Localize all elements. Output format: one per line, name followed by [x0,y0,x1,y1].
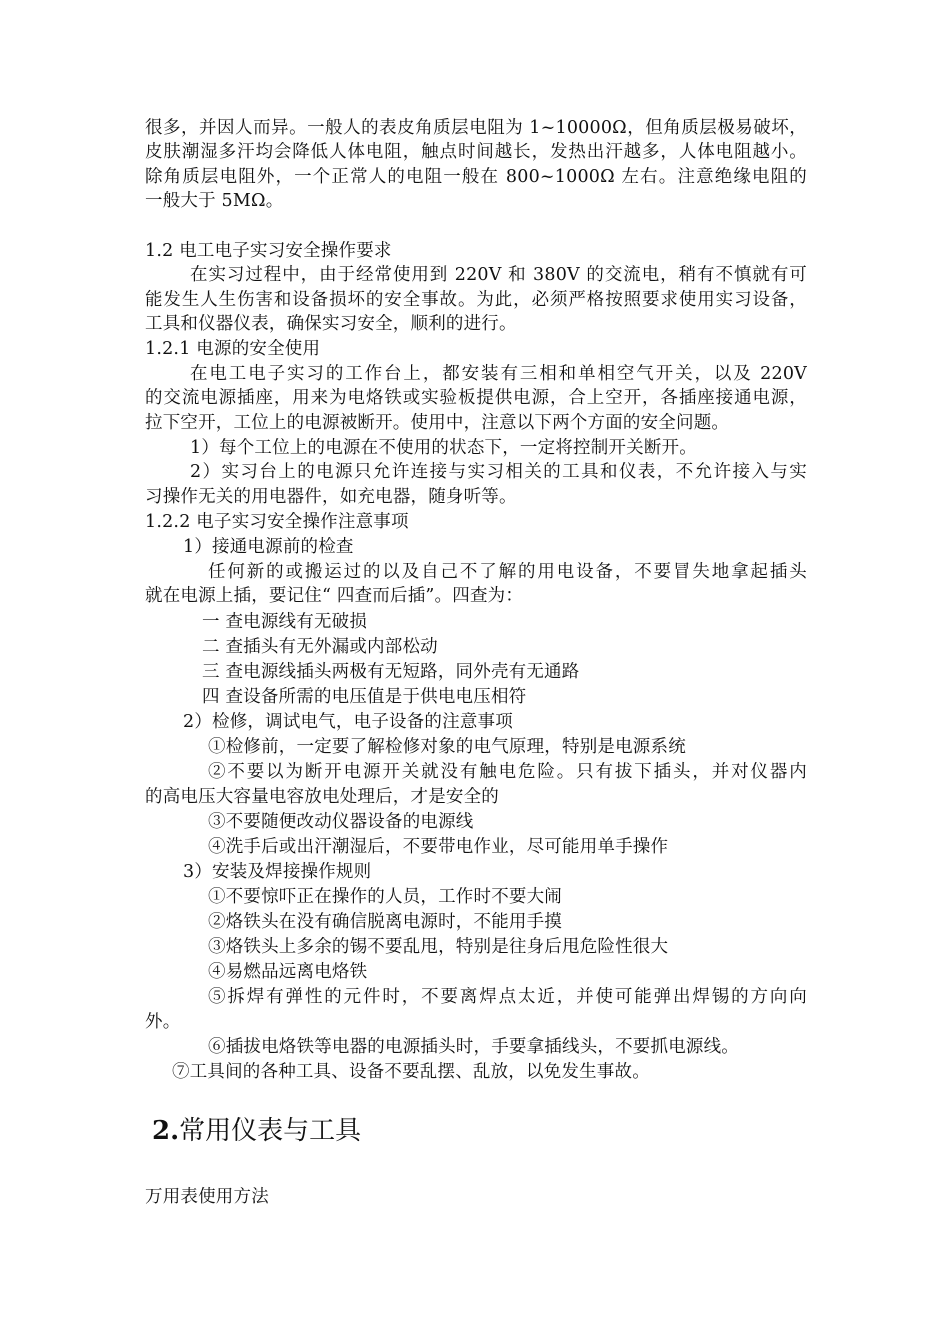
section-2-number: 2. [152,1116,180,1146]
weld-item-7: ⑦工具间的各种工具、设备不要乱摆、乱放，以免发生事故。 [172,1062,650,1082]
s12-line-3: 工具和仪器仪表，确保实习安全，顺利的进行。 [145,314,517,334]
s12-line-2: 能发生人生伤害和设备损坏的安全事故。为此，必须严格按照要求使用实习设备， [145,290,807,310]
section-2-title: 常用仪表与工具 [179,1116,362,1146]
s12-line-1: 在实习过程中，由于经常使用到 220V 和 380V 的交流电，稍有不慎就有可 [190,265,807,285]
weld-item-1: ①不要惊吓正在操作的人员，工作时不要大闹 [208,887,562,907]
intro-line-2: 皮肤潮湿多汗均会降低人体电阻，触点时间越长，发热出汗越多，人体电阻越小。 [145,142,807,162]
repair-item-1: ①检修前，一定要了解检修对象的电气原理，特别是电源系统 [208,737,686,757]
section-1-2-heading: 1.2 电工电子实习安全操作要求 [145,241,392,261]
s121-item-2-line-1: 2）实习台上的电源只允许连接与实习相关的工具和仪表，不允许接入与实 [190,462,807,482]
s121-line-1: 在电工电子实习的工作台上，都安装有三相和单相空气开关，以及 220V [190,364,807,384]
s121-item-1: 1）每个工位上的电源在不使用的状态下，一定将控制开关断开。 [190,438,697,458]
s121-item-2-line-2: 习操作无关的用电器件，如充电器，随身听等。 [145,487,517,507]
four-checks-item-4: 四 查设备所需的电压值是于供电电压相符 [202,687,527,707]
intro-line-1: 很多，并因人而异。一般人的表皮角质层电阻为 1~10000Ω，但角质层极易破坏， [145,118,807,138]
repair-item-3: ③不要随便改动仪器设备的电源线 [208,812,474,832]
repair-item-2-line-2: 的高电压大容量电容放电处理后，才是安全的 [145,787,499,807]
s122-item-2-heading: 2）检修，调试电气，电子设备的注意事项 [183,712,513,732]
repair-item-4: ④洗手后或出汗潮湿后，不要带电作业，尽可能用单手操作 [208,837,669,857]
section-1-2-1-heading: 1.2.1 电源的安全使用 [145,339,321,359]
weld-item-5-line-1: ⑤拆焊有弹性的元件时，不要离焊点太近，并使可能弹出焊锡的方向向 [208,987,807,1007]
s121-line-2: 的交流电源插座，用来为电烙铁或实验板提供电源，合上空开，各插座接通电源， [145,388,807,408]
intro-line-3: 除角质层电阻外，一个正常人的电阻一般在 800~1000Ω 左右。注意绝缘电阻的 [145,167,807,187]
s121-line-3: 拉下空开，工位上的电源被断开。使用中，注意以下两个方面的安全问题。 [145,413,730,433]
s122-item-3-heading: 3）安装及焊接操作规则 [183,862,372,882]
four-checks-item-3: 三 查电源线插头两极有无短路，同外壳有无通路 [202,662,580,682]
s122-item-1-line-2: 就在电源上插，要记住“ 四查而后插”。四查为： [145,586,524,606]
weld-item-4: ④易燃品远离电烙铁 [208,962,368,982]
weld-item-2: ②烙铁头在没有确信脱离电源时，不能用手摸 [208,912,562,932]
four-checks-item-2: 二 查插头有无外漏或内部松动 [202,637,438,657]
s122-item-1-line-1: 任何新的或搬运过的以及自己不了解的用电设备，不要冒失地拿起插头 [208,562,807,582]
s122-item-1-heading: 1）接通电源前的检查 [183,537,354,557]
section-1-2-2-heading: 1.2.2 电子实习安全操作注意事项 [145,512,409,532]
weld-item-5-line-2: 外。 [145,1012,181,1032]
multimeter-heading: 万用表使用方法 [145,1187,269,1207]
section-2-heading [152,1114,361,1148]
weld-item-3: ③烙铁头上多余的锡不要乱甩，特别是往身后甩危险性很大 [208,937,669,957]
intro-line-4: 一般大于 5MΩ。 [145,191,284,211]
weld-item-6: ⑥插拔电烙铁等电器的电源插头时，手要拿插线头，不要抓电源线。 [208,1037,739,1057]
four-checks-item-1: 一 查电源线有无破损 [202,612,368,632]
repair-item-2-line-1: ②不要以为断开电源开关就没有触电危险。只有拔下插头，并对仪器内 [208,762,807,782]
